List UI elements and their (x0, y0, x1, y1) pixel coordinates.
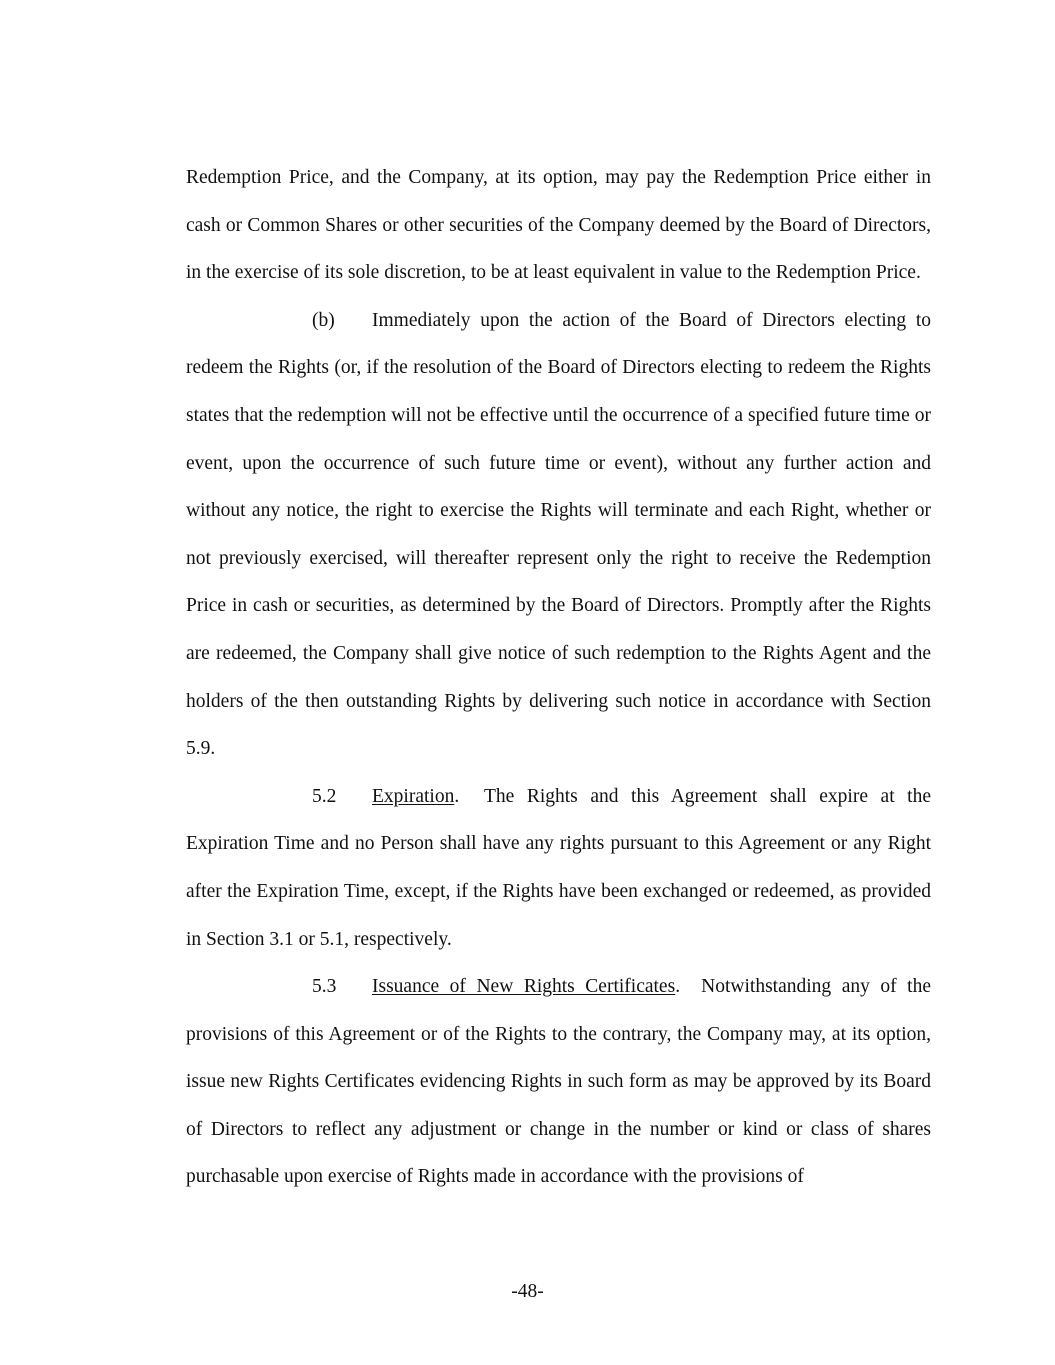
section-5-2 (186, 773, 936, 963)
paragraph-text: Immediately upon the action of the Board of Directors electing to redeem the Rights (or, if the resolution of the Board of Directors electing to redeem the Rights states that the redemption will not be effective until the occurrence of a specified future time or event, upon the occurrence of such future time or event), without any further action and without any notice, the right to exercise the Rights will terminate and each Right, whether or not previously exercised, will thereafter represent only the right to receive the Redemption Price in cash or securities, as determined by the Board of Directors. Promptly after the Rights are redeemed, the Company shall give notice of such redemption to the Rights Agent and the holders of the then outstanding Rights by delivering such notice in accordance with Section 5.9. (186, 309, 931, 760)
page-number: -48- (511, 1281, 544, 1302)
section-heading: Expiration (372, 785, 455, 807)
section-number: 5.3 (312, 976, 337, 998)
section-number: 5.2 (312, 785, 337, 807)
paragraph-text: Redemption Price, and the Company, at its option, may pay the Redemption Price either in cash or Common Shares or other securities of the Company deemed by the Board of Directors, in the exercise of its sole discretion, to be at least equivalent in value to the Redemption Price. (186, 167, 931, 284)
paragraph-text: The Rights and this Agreement shall expire at the Expiration Time and no Person shall have any rights pursuant to this Agreement or any Right after the Expiration Time, except, if the Rights have been exchanged or redeemed, as provided in Section 3.1 or 5.1, respectively. (186, 785, 936, 950)
section-heading: Issuance of New Rights Certificates (372, 976, 676, 998)
section-heading-period: . (675, 976, 681, 998)
paragraph-label: (b) (312, 309, 335, 331)
paragraph-continuation (186, 154, 931, 297)
paragraph-text: Notwithstanding any of the provisions of this Agreement or of the Rights to the contrary, the Company may, at its option, issue new Rights Certificates evidencing Rights in such form as may be approved by its Board of Directors to reflect any adjustment or change in the number or kind or class of shares purchasable upon exercise of Rights made in accordance with the provisions of (186, 976, 936, 1188)
section-heading-period: . (454, 785, 460, 807)
section-5-3 (186, 963, 936, 1201)
paragraph-b (186, 297, 931, 773)
body-text (186, 154, 936, 1201)
